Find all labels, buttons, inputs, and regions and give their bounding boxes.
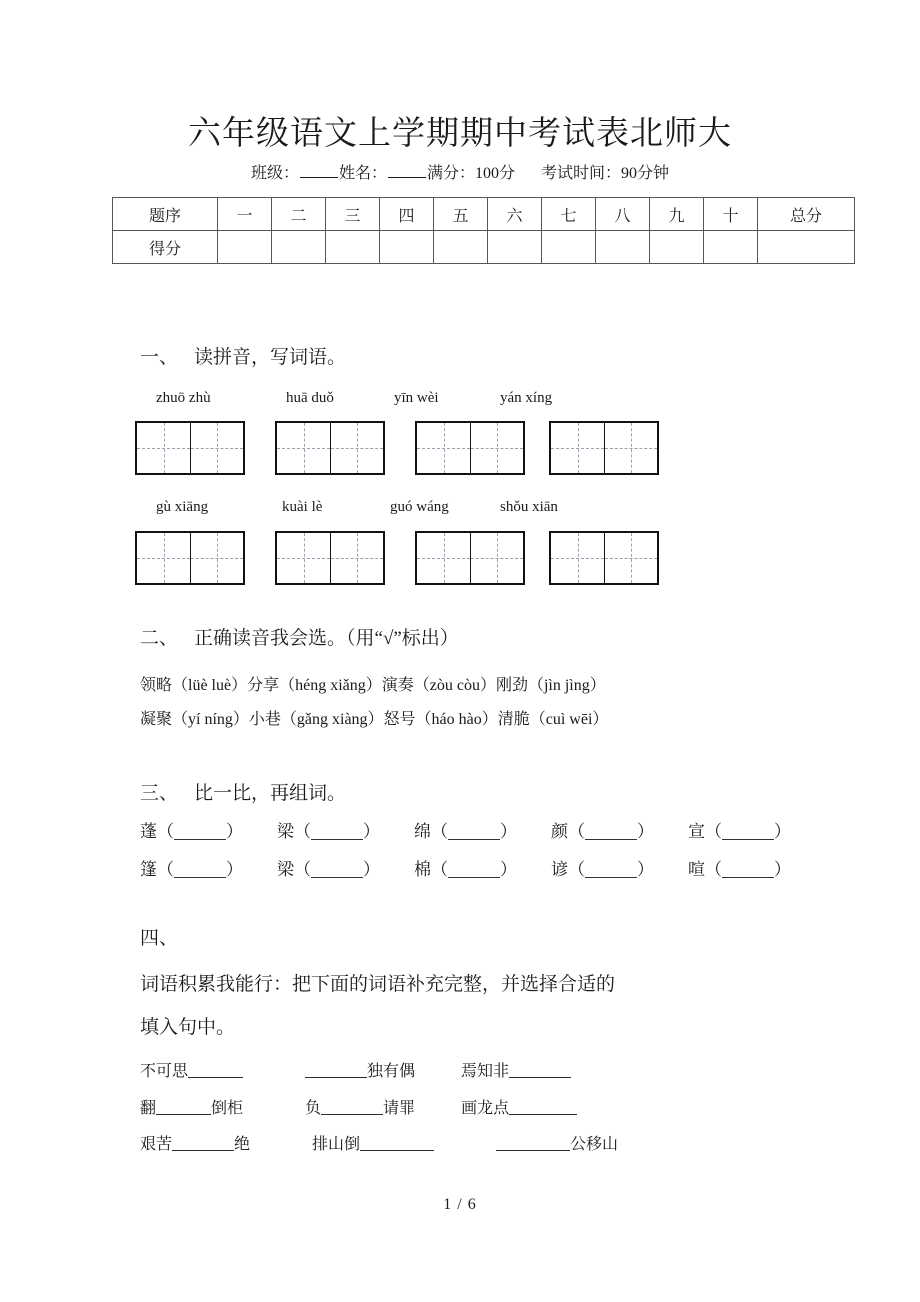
- idiom-text: 艰苦: [140, 1136, 173, 1153]
- idiom-3-2: [312, 1136, 434, 1153]
- word-char: 颜: [551, 822, 568, 841]
- grid-cell[interactable]: [190, 423, 243, 473]
- idiom-text: 独有偶: [367, 1063, 416, 1080]
- word-pair-2-2: 梁（ ）: [277, 860, 380, 879]
- word-char: 蓬: [140, 822, 157, 841]
- word-char: 宣: [688, 822, 705, 841]
- idiom-blank[interactable]: [305, 1063, 367, 1078]
- idiom-1-1: [140, 1063, 243, 1080]
- full-score-label: 满分：100分: [427, 165, 516, 182]
- word-pair-1-2: 梁（ ）: [277, 822, 380, 841]
- idiom-2-2: [305, 1100, 415, 1117]
- score-cell-5[interactable]: [434, 231, 488, 264]
- word-char: 梁: [277, 860, 294, 879]
- score-cell-9[interactable]: [650, 231, 704, 264]
- score-cell-6[interactable]: [488, 231, 542, 264]
- idiom-blank[interactable]: [188, 1063, 243, 1078]
- question-no-7: 七: [542, 198, 596, 231]
- section-1-index: 一、: [140, 347, 179, 368]
- question-no-8: 八: [596, 198, 650, 231]
- idiom-row-1: [140, 1059, 571, 1085]
- pinyin-label-2-4: shǒu xiān: [500, 499, 558, 515]
- idiom-text: 焉知非: [461, 1063, 510, 1080]
- idiom-3-3: [496, 1136, 618, 1153]
- section-1-title: 读拼音，写词语。: [194, 347, 347, 368]
- character-grid-1-1[interactable]: [135, 421, 245, 475]
- idiom-text: 绝: [234, 1136, 251, 1153]
- score-cell-4[interactable]: [380, 231, 434, 264]
- answer-blank[interactable]: [585, 824, 637, 840]
- character-grid-1-3[interactable]: [415, 421, 525, 475]
- answer-blank[interactable]: [311, 824, 363, 840]
- section-4-index: 四、: [140, 928, 179, 949]
- idiom-blank[interactable]: [496, 1136, 570, 1151]
- answer-blank[interactable]: [311, 862, 363, 878]
- idiom-blank[interactable]: [321, 1100, 383, 1115]
- answer-blank[interactable]: [722, 824, 774, 840]
- question-no-9: 九: [650, 198, 704, 231]
- idiom-text: 不可思: [140, 1063, 189, 1080]
- word-pair-2-4: 谚（ ）: [551, 860, 654, 879]
- table-row-score: [113, 231, 855, 264]
- section-2-line-1: 领略（lüè luè）分享（héng xiǎng）演奏（zòu còu）刚劲（jìn jìng）: [140, 677, 606, 694]
- character-grid-2-4[interactable]: [549, 531, 659, 585]
- grid-cell[interactable]: [137, 533, 190, 583]
- exam-time-label: 考试时间：90分钟: [541, 165, 670, 182]
- character-grid-2-2[interactable]: [275, 531, 385, 585]
- class-label: 班级：: [250, 165, 299, 182]
- answer-blank[interactable]: [448, 862, 500, 878]
- question-no-5: 五: [434, 198, 488, 231]
- word-char: 梁: [277, 822, 294, 841]
- section-3-row-2: [140, 856, 791, 884]
- idiom-text: 倒柜: [211, 1100, 244, 1117]
- idiom-text: 公移山: [570, 1136, 619, 1153]
- score-cell-1[interactable]: [218, 231, 272, 264]
- character-grid-2-3[interactable]: [415, 531, 525, 585]
- answer-blank[interactable]: [722, 862, 774, 878]
- character-grid-2-1[interactable]: [135, 531, 245, 585]
- pinyin-label-1-4: yán xíng: [500, 390, 553, 406]
- grid-cell[interactable]: [470, 533, 523, 583]
- section-4-prompt-line-2: 填入句中。: [140, 1017, 236, 1038]
- idiom-text: 画龙点: [461, 1100, 510, 1117]
- pinyin-label-1-2: huā duǒ: [286, 390, 334, 406]
- class-blank[interactable]: [300, 164, 338, 178]
- table-row-header: [113, 198, 855, 231]
- pinyin-label-2-3: guó wáng: [390, 499, 449, 515]
- idiom-row-2: [140, 1096, 577, 1122]
- question-no-4: 四: [380, 198, 434, 231]
- question-no-10: 十: [704, 198, 758, 231]
- grid-cell[interactable]: [551, 533, 604, 583]
- section-3-title: 比一比，再组词。: [194, 783, 347, 804]
- score-cell-7[interactable]: [542, 231, 596, 264]
- row-label-question: 题序: [113, 198, 218, 231]
- section-2-line-2: 凝聚（yí níng）小巷（gǎng xiàng）怒号（háo hào）清脆（cuì wēi）: [140, 711, 609, 728]
- section-2-index: 二、: [140, 628, 179, 649]
- word-char: 绵: [414, 822, 431, 841]
- idiom-blank[interactable]: [172, 1136, 234, 1151]
- answer-blank[interactable]: [174, 824, 226, 840]
- word-pair-1-3: 绵（ ）: [414, 822, 517, 841]
- idiom-text: 排山倒: [312, 1136, 361, 1153]
- pinyin-label-1-1: zhuō zhù: [156, 390, 211, 406]
- pinyin-label-1-3: yīn wèi: [394, 390, 439, 406]
- total-header: 总分: [758, 198, 855, 231]
- word-pair-1-5: 宣（ ）: [688, 822, 791, 841]
- score-cell-8[interactable]: [596, 231, 650, 264]
- word-pair-2-5: 喧（ ）: [688, 860, 791, 879]
- pinyin-label-row-2: [0, 497, 920, 519]
- score-cell-total[interactable]: [758, 231, 855, 264]
- answer-blank[interactable]: [174, 862, 226, 878]
- idiom-3-1: [140, 1136, 250, 1153]
- idiom-blank[interactable]: [360, 1136, 434, 1151]
- pinyin-label-2-1: gù xiāng: [156, 499, 209, 515]
- answer-blank[interactable]: [585, 862, 637, 878]
- idiom-1-3: [461, 1063, 571, 1080]
- idiom-blank[interactable]: [509, 1100, 577, 1115]
- page-number: 1 / 6: [443, 1196, 477, 1213]
- word-pair-1-4: 颜（ ）: [551, 822, 654, 841]
- exam-meta-line: [0, 162, 920, 186]
- idiom-blank[interactable]: [509, 1063, 571, 1078]
- question-no-6: 六: [488, 198, 542, 231]
- pinyin-label-2-2: kuài lè: [282, 499, 323, 515]
- question-no-2: 二: [272, 198, 326, 231]
- score-table: [112, 197, 855, 264]
- word-char: 棉: [414, 860, 431, 879]
- grid-cell[interactable]: [330, 423, 383, 473]
- page-title: 六年级语文上学期期中考试表北师大: [188, 114, 732, 151]
- row-label-score: 得分: [113, 231, 218, 264]
- word-char: 篷: [140, 860, 157, 879]
- question-no-1: 一: [218, 198, 272, 231]
- grid-cell[interactable]: [551, 423, 604, 473]
- idiom-text: 负: [305, 1100, 322, 1117]
- idiom-blank[interactable]: [156, 1100, 211, 1115]
- word-char: 谚: [551, 860, 568, 879]
- idiom-2-1: [140, 1100, 243, 1117]
- name-blank[interactable]: [388, 164, 426, 178]
- idiom-row-3: [140, 1132, 618, 1158]
- word-pair-1-1: 蓬（ ）: [140, 822, 243, 841]
- idiom-2-3: [461, 1100, 577, 1117]
- score-cell-3[interactable]: [326, 231, 380, 264]
- section-4-prompt-line-1: 词语积累我能行：把下面的词语补充完整，并选择合适的: [140, 974, 616, 995]
- grid-cell[interactable]: [604, 423, 657, 473]
- grid-cell[interactable]: [277, 533, 330, 583]
- score-cell-2[interactable]: [272, 231, 326, 264]
- grid-cell[interactable]: [137, 423, 190, 473]
- score-cell-10[interactable]: [704, 231, 758, 264]
- grid-cell[interactable]: [417, 533, 470, 583]
- section-2-heading: [140, 626, 459, 652]
- section-3-index: 三、: [140, 783, 179, 804]
- section-3-row-1: [140, 818, 791, 846]
- section-1-heading: [140, 345, 346, 371]
- grid-cell[interactable]: [417, 423, 470, 473]
- character-grid-1-2[interactable]: [275, 421, 385, 475]
- idiom-1-2: [305, 1063, 415, 1080]
- grid-cell[interactable]: [470, 423, 523, 473]
- answer-blank[interactable]: [448, 824, 500, 840]
- name-label: 姓名：: [338, 165, 387, 182]
- character-grid-1-4[interactable]: [549, 421, 659, 475]
- word-pair-2-1: 篷（ ）: [140, 860, 243, 879]
- section-3-heading: [140, 781, 346, 807]
- section-2-title: 正确读音我会选。（用“√”标出）: [194, 628, 459, 649]
- question-no-3: 三: [326, 198, 380, 231]
- grid-cell[interactable]: [604, 533, 657, 583]
- grid-cell[interactable]: [330, 533, 383, 583]
- pinyin-label-row-1: [0, 388, 920, 410]
- word-pair-2-3: 棉（ ）: [414, 860, 517, 879]
- grid-cell[interactable]: [190, 533, 243, 583]
- grid-cell[interactable]: [277, 423, 330, 473]
- word-char: 喧: [688, 860, 705, 879]
- idiom-text: 请罪: [383, 1100, 416, 1117]
- idiom-text: 翻: [140, 1100, 157, 1117]
